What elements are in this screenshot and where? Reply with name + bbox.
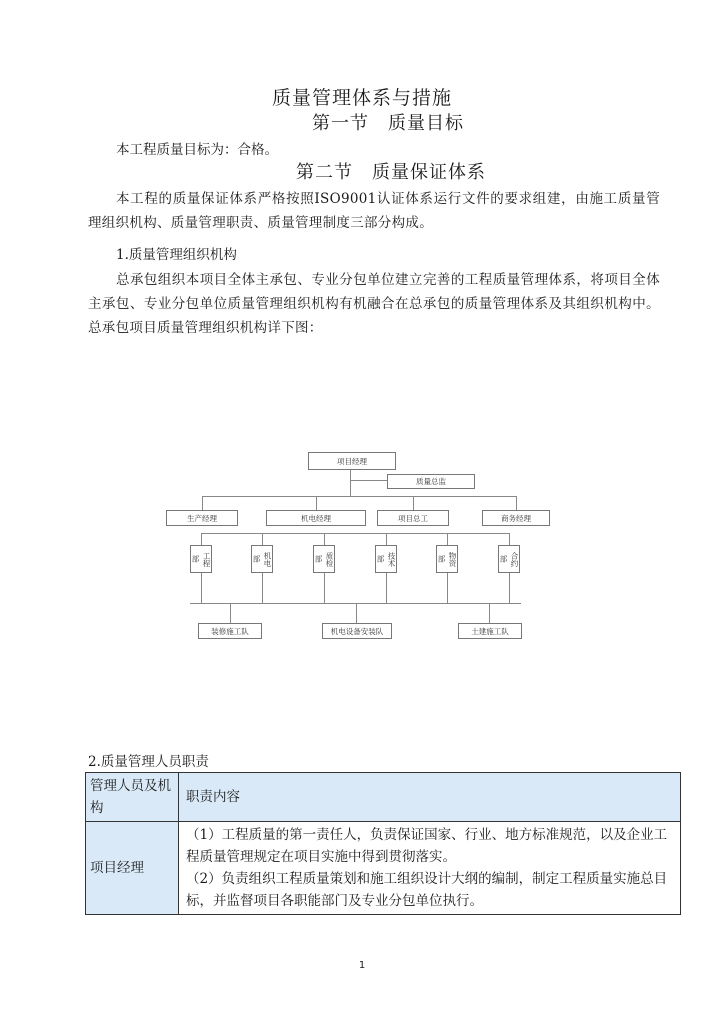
role-cell: 项目经理 [86,822,179,915]
org-level2-box: 商务经理 [482,510,550,526]
table-header-cell: 职责内容 [179,773,681,822]
duty-item: （2）负责组织工程质量策划和施工组织设计大纲的编制，制定工程质量实施总目标，并监督项目各职能部门及专业分包单位执行。 [186,871,668,909]
table-row [86,822,681,915]
org-level3-box [375,545,397,573]
page-number: 1 [358,960,366,971]
org-level4-box: 土建施工队 [458,623,522,639]
subsection1-text: 总承包组织本项目全体主承包、专业分包单位建立完善的工程质量管理体系，将项目全体主承包、专业分包单位质量管理组织机构有机融合在总承包的质量管理体系及其组织机构中。总承包项目质量管理组织机构详下图： [88,272,660,336]
duty-cell [179,822,681,915]
section2-heading: 第二节 质量保证体系 [296,162,486,183]
document-title: 质量管理体系与措施 [271,87,452,109]
org-level3-box [436,545,458,573]
org-level3-label: 机电部 [252,551,272,567]
org-level3-label: 工程部 [191,551,211,567]
subsection2-title: 2.质量管理人员职责 [88,754,209,770]
org-side-box: 质量总监 [387,474,475,489]
org-level4-box: 装修施工队 [198,623,262,639]
section1-heading: 第一节 质量目标 [312,113,464,134]
section1-text: 本工程质量目标为：合格。 [116,142,278,158]
org-level2-box: 项目总工 [377,510,449,526]
org-level4-box: 机电设备安装队 [322,623,392,639]
org-top-box: 项目经理 [308,452,396,470]
org-level2-box: 机电经理 [266,510,366,526]
table-header-cell: 管理人员及机构 [86,773,179,822]
org-level2-box: 生产经理 [166,510,238,526]
duty-table [85,772,681,915]
org-level3-label: 物资部 [437,551,457,567]
org-level3-label: 质检部 [314,551,334,567]
org-level3-box [190,545,212,573]
org-level3-box [313,545,335,573]
table-header-row [86,773,681,822]
org-level3-box [498,545,520,573]
subsection1-title: 1.质量管理组织机构 [116,247,237,263]
org-level3-label: 合约部 [499,551,519,567]
duty-item: （1）工程质量的第一责任人，负责保证国家、行业、地方标准规范，以及企业工程质量管理规定在项目实施中得到贯彻落实。 [186,827,668,865]
org-level3-label: 技术部 [376,551,396,567]
org-chart [150,440,570,660]
org-level3-box [251,545,273,573]
section2-intro: 本工程的质量保证体系严格按照ISO9001认证体系运行文件的要求组建，由施工质量管理组织机构、质量管理职责、质量管理制度三部分构成。 [88,191,660,231]
